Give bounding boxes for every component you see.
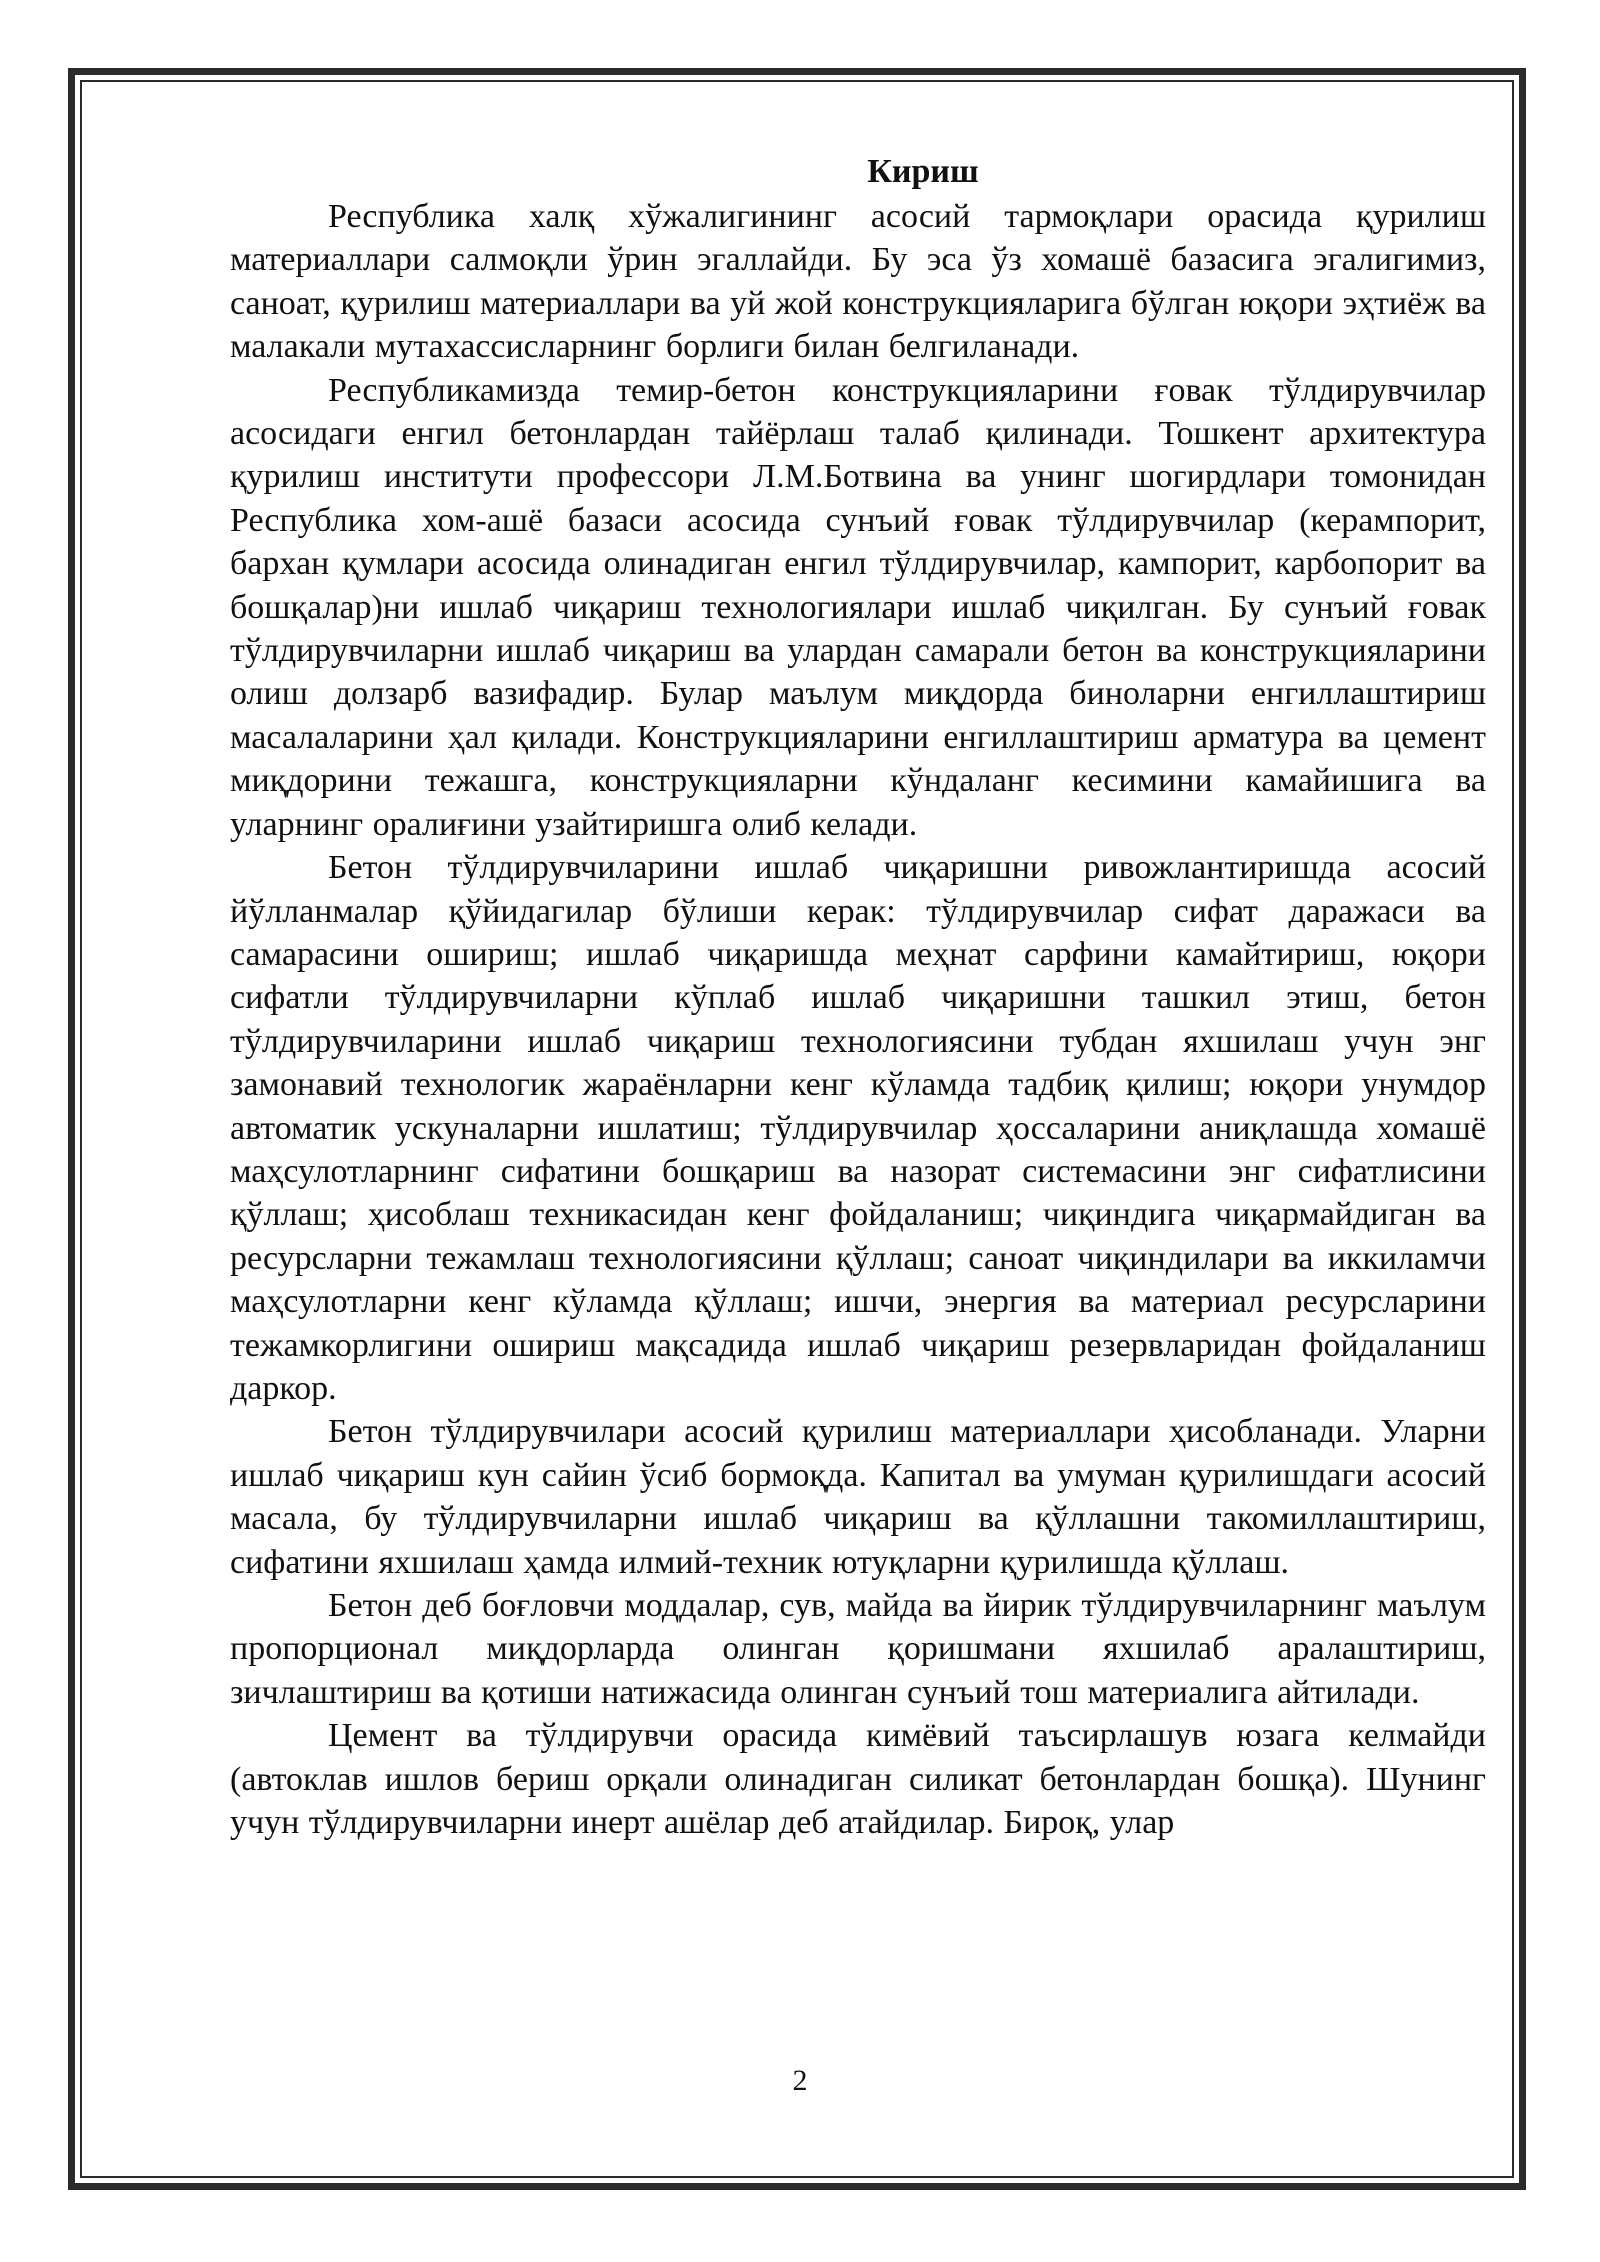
paragraph-4: Бетон тўлдирувчилари асосий қурилиш материаллари ҳисобланади. Уларни ишлаб чиқариш кун сайин ўсиб бормоқда. Капитал ва умуман қурилишдаги асосий масала, бу тўлдирувчиларни ишлаб чиқариш ва қўллашни такомиллаштириш, сифатини яхшилаш ҳамда илмий-техник ютуқларни қурилишда қўллаш. — [230, 1413, 1486, 1581]
paragraph-6: Цемент ва тўлдирувчи орасида кимёвий таъсирлашув юзага келмайди (автоклав ишлов бериш орқали олинадиган силикат бетонлардан бошқа). Шунинг учун тўлдирувчиларни инерт ашёлар деб атайдилар. Бироқ, улар — [230, 1717, 1486, 1842]
page-number: 2 — [792, 2064, 808, 2097]
paragraph-2: Республикамизда темир-бетон конструкцияларини ғовак тўлдирувчилар асосидаги енгил бетонлардан тайёрлаш талаб қилинади. Тошкент архитектура қурилиш институти профессори Л.М.Ботвина ва унинг шогирдлари томонидан Республика хом-ашё базаси асосида сунъий ғовак тўлдирувчилар (керампорит, бархан қумлари асосида олинадиган енгил тўлдирувчилар, кампорит, карбопорит ва бошқалар)ни ишлаб чиқариш технологиялари ишлаб чиқилган. Бу сунъий ғовак тўлдирувчиларни ишлаб чиқариш ва улардан самарали бетон ва конструкцияларини олиш долзарб вазифадир. Булар маълум миқдорда биноларни енгиллаштириш масалаларини ҳал қилади. Конструкцияларини енгиллаштириш арматура ва цемент миқдорини тежашга, конструкцияларни кўндаланг кесимини камайишига ва уларнинг оралиғини узайтиришга олиб келади. — [230, 371, 1486, 843]
paragraph-1: Республика халқ хўжалигининг асосий тармоқлари орасида қурилиш материаллари салмоқли ўрин эгаллайди. Бу эса ўз хомашё базасига эгалигимиз, саноат, қурилиш материаллари ва уй жой конструкцияларига бўлган юқори эҳтиёж ва малакали мутахассисларнинг борлиги билан белгиланади. — [230, 198, 1486, 366]
paragraph-3: Бетон тўлдирувчиларини ишлаб чиқаришни ривожлантиришда асосий йўлланмалар қўйидагилар бўлиши керак: тўлдирувчилар сифат даражаси ва самарасини ошириш; ишлаб чиқаришда меҳнат сарфини камайтириш, юқори сифатли тўлдирувчиларни кўплаб ишлаб чиқаришни ташкил этиш, бетон тўлдирувчиларини ишлаб чиқариш технологиясини тубдан яхшилаш учун энг замонавий технологик жараёнларни кенг кўламда тадбиқ қилиш; юқори унумдор автоматик ускуналарни ишлатиш; тўлдирувчилар ҳоссаларини аниқлашда хомашё маҳсулотларнинг сифатини бошқариш ва назорат системасини энг сифатлисини қўллаш; ҳисоблаш техникасидан кенг фойдаланиш; чиқиндига чиқармайдиган ва ресурсларни тежамлаш технологиясини қўллаш; саноат чиқиндилари ва иккиламчи маҳсулотларни кенг кўламда қўллаш; ишчи, энергия ва материал ресурсларини тежамкорлигини ошириш мақсадида ишлаб чиқариш резервларидан фойдаланиш даркор. — [230, 849, 1486, 1407]
document-body — [230, 150, 1486, 1844]
page-title: Кириш — [867, 153, 979, 190]
paragraph-5: Бетон деб боғловчи моддалар, сув, майда ва йирик тўлдирувчиларнинг маълум пропорционал миқдорларда олинган қоришмани яхшилаб аралаштириш, зичлаштириш ва қотиши натижасида олинган сунъий тош материалига айтилади. — [230, 1587, 1486, 1711]
